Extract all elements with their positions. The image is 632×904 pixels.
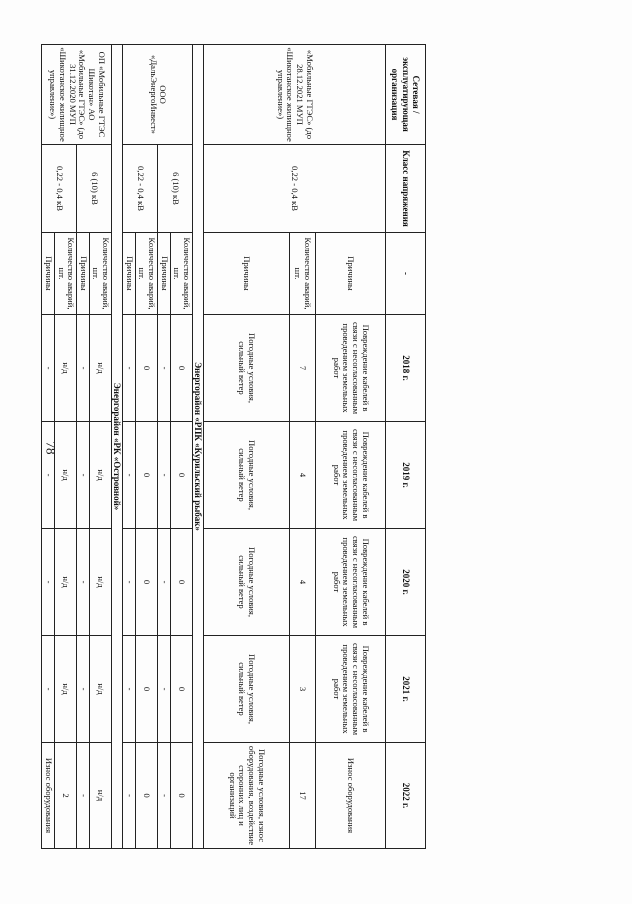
- header-2020: 2020 г.: [386, 529, 426, 636]
- cell-2021: 3: [290, 636, 316, 743]
- page-number: 78: [43, 441, 59, 455]
- cell-2019: -: [158, 422, 171, 529]
- org-cell: ОП «Мобильные ГТЭС Шикотан» АО «Мобильные ГТЭС» (до 31.12.2020 МУП «Шикотанское жилищное управление»): [42, 45, 112, 145]
- cell-2022: 0: [135, 743, 157, 849]
- header-org: Сетевая / эксплуатирующая организация: [386, 45, 426, 145]
- cell-2022: Износ оборудования: [42, 743, 55, 849]
- table-row: [170, 45, 192, 849]
- row-label: Причины: [123, 233, 136, 315]
- cell-2022: 0: [170, 743, 192, 849]
- accident-table: [41, 44, 426, 849]
- cell-2021: -: [123, 636, 136, 743]
- cell-2019: -: [42, 422, 55, 529]
- cell-2022: 2: [54, 743, 76, 849]
- cell-2020: Повреждение кабелей в связи с несогласованным проведением земельных работ: [316, 529, 386, 636]
- cell-2020: -: [158, 529, 171, 636]
- cell-2018: 7: [290, 315, 316, 422]
- section-row: [192, 45, 203, 849]
- table-row: [316, 45, 386, 849]
- row-label: Количество аварий, шт.: [89, 233, 111, 315]
- voltage-cell: 0,22 - 0,4 кВ: [42, 145, 77, 233]
- table-row: [89, 45, 111, 849]
- voltage-cell: 0,22 - 0,4 кВ: [123, 145, 158, 233]
- row-label: Причины: [158, 233, 171, 315]
- cell-2019: 0: [170, 422, 192, 529]
- cell-2018: -: [77, 315, 90, 422]
- cell-2019: -: [77, 422, 90, 529]
- header-2019: 2019 г.: [386, 422, 426, 529]
- row-label: Причины: [204, 233, 290, 315]
- cell-2022: Погодные условия, износ оборудования, воздействие сторонних лиц и организаций: [204, 743, 290, 849]
- cell-2019: Повреждение кабелей в связи с несогласованным проведением земельных работ: [316, 422, 386, 529]
- cell-2018: -: [123, 315, 136, 422]
- cell-2019: 0: [135, 422, 157, 529]
- header-2021: 2021 г.: [386, 636, 426, 743]
- cell-2018: -: [158, 315, 171, 422]
- cell-2020: -: [42, 529, 55, 636]
- cell-2019: н/д: [54, 422, 76, 529]
- cell-2021: н/д: [89, 636, 111, 743]
- voltage-cell: 6 (10) кВ: [77, 145, 112, 233]
- row-label: Количество аварий, шт.: [170, 233, 192, 315]
- org-cell: ООО «ДальЭнергоИнвест»: [123, 45, 193, 145]
- header-2018: 2018 г.: [386, 315, 426, 422]
- cell-2021: 0: [135, 636, 157, 743]
- row-label: Причины: [316, 233, 386, 315]
- cell-2019: н/д: [89, 422, 111, 529]
- cell-2018: 0: [135, 315, 157, 422]
- cell-2019: Погодные условия, сильный ветер: [204, 422, 290, 529]
- cell-2019: 4: [290, 422, 316, 529]
- cell-2020: 4: [290, 529, 316, 636]
- cell-2018: н/д: [89, 315, 111, 422]
- cell-2021: -: [42, 636, 55, 743]
- cell-2018: Погодные условия, сильный ветер: [204, 315, 290, 422]
- row-label: Причины: [42, 233, 55, 315]
- cell-2022: Износ оборудования: [316, 743, 386, 849]
- voltage-cell: 0,22 - 0,4 кВ: [204, 145, 386, 233]
- cell-2021: н/д: [54, 636, 76, 743]
- cell-2018: н/д: [54, 315, 76, 422]
- cell-2018: Повреждение кабелей в связи с несогласованным проведением земельных работ: [316, 315, 386, 422]
- row-label: Количество аварий, шт.: [54, 233, 76, 315]
- cell-2021: -: [158, 636, 171, 743]
- cell-2019: -: [123, 422, 136, 529]
- cell-2020: н/д: [89, 529, 111, 636]
- row-label: Количество аварий, шт.: [135, 233, 157, 315]
- cell-2020: Погодные условия, сильный ветер: [204, 529, 290, 636]
- cell-2020: -: [123, 529, 136, 636]
- cell-2020: 0: [135, 529, 157, 636]
- cell-2022: -: [123, 743, 136, 849]
- cell-2020: -: [77, 529, 90, 636]
- header-blank: -: [386, 233, 426, 315]
- header-2022: 2022 г.: [386, 743, 426, 849]
- cell-2022: н/д: [89, 743, 111, 849]
- section-row: [112, 45, 123, 849]
- row-label: Количество аварий, шт.: [290, 233, 316, 315]
- cell-2018: 0: [170, 315, 192, 422]
- header-row: [386, 45, 426, 849]
- table-row: [54, 45, 76, 849]
- cell-2020: н/д: [54, 529, 76, 636]
- cell-2021: 0: [170, 636, 192, 743]
- table-row: [135, 45, 157, 849]
- cell-2020: 0: [170, 529, 192, 636]
- voltage-cell: 6 (10) кВ: [158, 145, 193, 233]
- section-title: Энергорайон «РПК «Курильский рыбак»: [192, 45, 203, 849]
- cell-2022: -: [77, 743, 90, 849]
- org-cell: «Мобильные ГТЭС» (до 28.12.2021 МУП «Шикотанское жилищное управление»): [204, 45, 386, 145]
- section-title: Энергорайон «РК «Островной»: [112, 45, 123, 849]
- cell-2018: -: [42, 315, 55, 422]
- header-voltage: Класс напряжения: [386, 145, 426, 233]
- cell-2021: Погодные условия, сильный ветер: [204, 636, 290, 743]
- cell-2021: Повреждение кабелей в связи с несогласованным проведением земельных работ: [316, 636, 386, 743]
- row-label: Причины: [77, 233, 90, 315]
- cell-2022: 17: [290, 743, 316, 849]
- cell-2021: -: [77, 636, 90, 743]
- cell-2022: -: [158, 743, 171, 849]
